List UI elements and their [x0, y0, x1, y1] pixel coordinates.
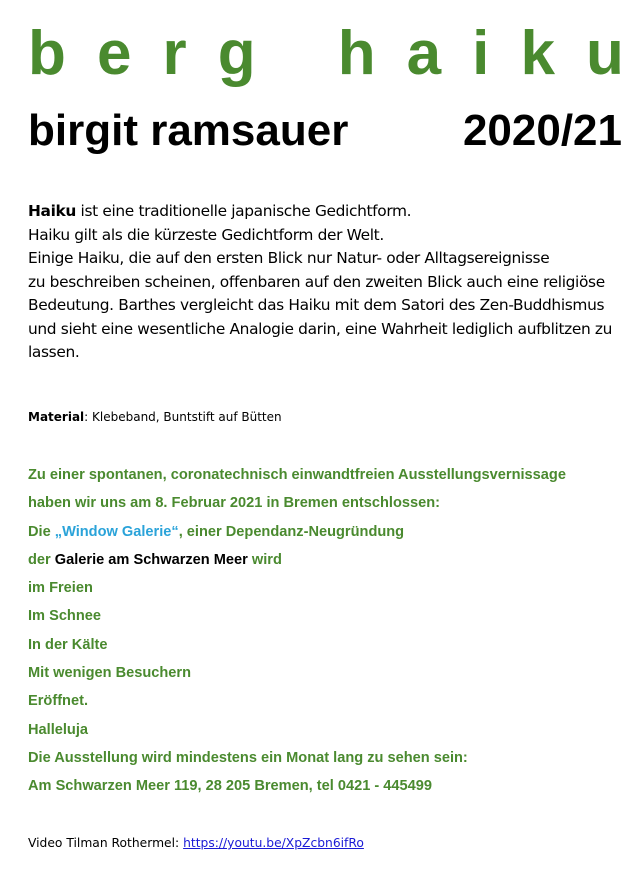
- galerie-name: Galerie am Schwarzen Meer: [54, 551, 248, 568]
- intro-line: Einige Haiku, die auf den ersten Blick nur Natur- oder Alltagsereignisse: [28, 249, 550, 267]
- title-letter: b: [28, 19, 66, 88]
- announcement-line: Eröffnet.: [28, 693, 88, 710]
- announcement-line: der Galerie am Schwarzen Meer wird: [28, 551, 282, 568]
- announcement-line: Mit wenigen Besuchern: [28, 665, 191, 682]
- intro-line: lassen.: [28, 343, 80, 361]
- material-info: [28, 408, 282, 426]
- intro-line: Haiku ist eine traditionelle japanische Gedichtform.: [28, 202, 412, 220]
- announcement-line: Die „Window Galerie“, einer Dependanz-Neugründung: [28, 523, 405, 540]
- title-letter: r: [162, 19, 187, 88]
- announcement-line: haben wir uns am 8. Februar 2021 in Bremen entschlossen:: [28, 495, 441, 512]
- intro-line: Bedeutung. Barthes vergleicht das Haiku mit dem Satori des Zen-Buddhismus: [28, 296, 605, 314]
- author-name: birgit ramsauer: [28, 106, 349, 155]
- announcement-line: In der Kälte: [28, 636, 108, 653]
- title-letter: g: [217, 19, 256, 88]
- title-letter: i: [472, 19, 490, 88]
- intro-text: [28, 200, 628, 365]
- video-link[interactable]: https://youtu.be/XpZcbn6ifRo: [183, 836, 364, 850]
- announcement-line: Zu einer spontanen, coronatechnisch einwandtfreien Ausstellungsvernissage: [28, 467, 566, 483]
- title-word-gap: [287, 22, 307, 86]
- title-letter: h: [337, 19, 376, 88]
- material-label: Material: [28, 410, 85, 424]
- title-berg-haiku: [28, 19, 624, 88]
- window-galerie-name: „Window Galerie“: [54, 523, 179, 540]
- announcement-line: Am Schwarzen Meer 119, 28 205 Bremen, tel 0421 - 445499: [28, 778, 432, 795]
- title-letter: a: [406, 19, 442, 88]
- title-letter: e: [96, 19, 132, 88]
- announcement-line: im Freien: [28, 580, 93, 597]
- intro-line: zu beschreiben scheinen, offenbaren auf den zweiten Blick auch eine religiöse: [28, 272, 605, 291]
- video-label: Video Tilman Rothermel:: [28, 836, 184, 850]
- announcement-line: Die Ausstellung wird mindestens ein Monat lang zu sehen sein:: [28, 749, 468, 766]
- video-credit: [28, 833, 364, 853]
- intro-line: Haiku gilt als die kürzeste Gedichtform der Welt.: [28, 225, 384, 244]
- year: 2020/21: [462, 106, 622, 155]
- intro-bold-word: Haiku: [28, 202, 76, 220]
- title-letter: u: [586, 19, 624, 88]
- intro-line: und sieht eine wesentliche Analogie darin, eine Wahrheit lediglich aufblitzen zu: [28, 319, 613, 338]
- title-letter: k: [520, 19, 555, 88]
- announcement-line: Im Schnee: [28, 608, 101, 625]
- announcement-line: Halleluja: [28, 721, 89, 738]
- announcement: [28, 461, 628, 801]
- subtitle: [28, 106, 624, 156]
- material-value: : Klebeband, Buntstift auf Bütten: [84, 410, 282, 424]
